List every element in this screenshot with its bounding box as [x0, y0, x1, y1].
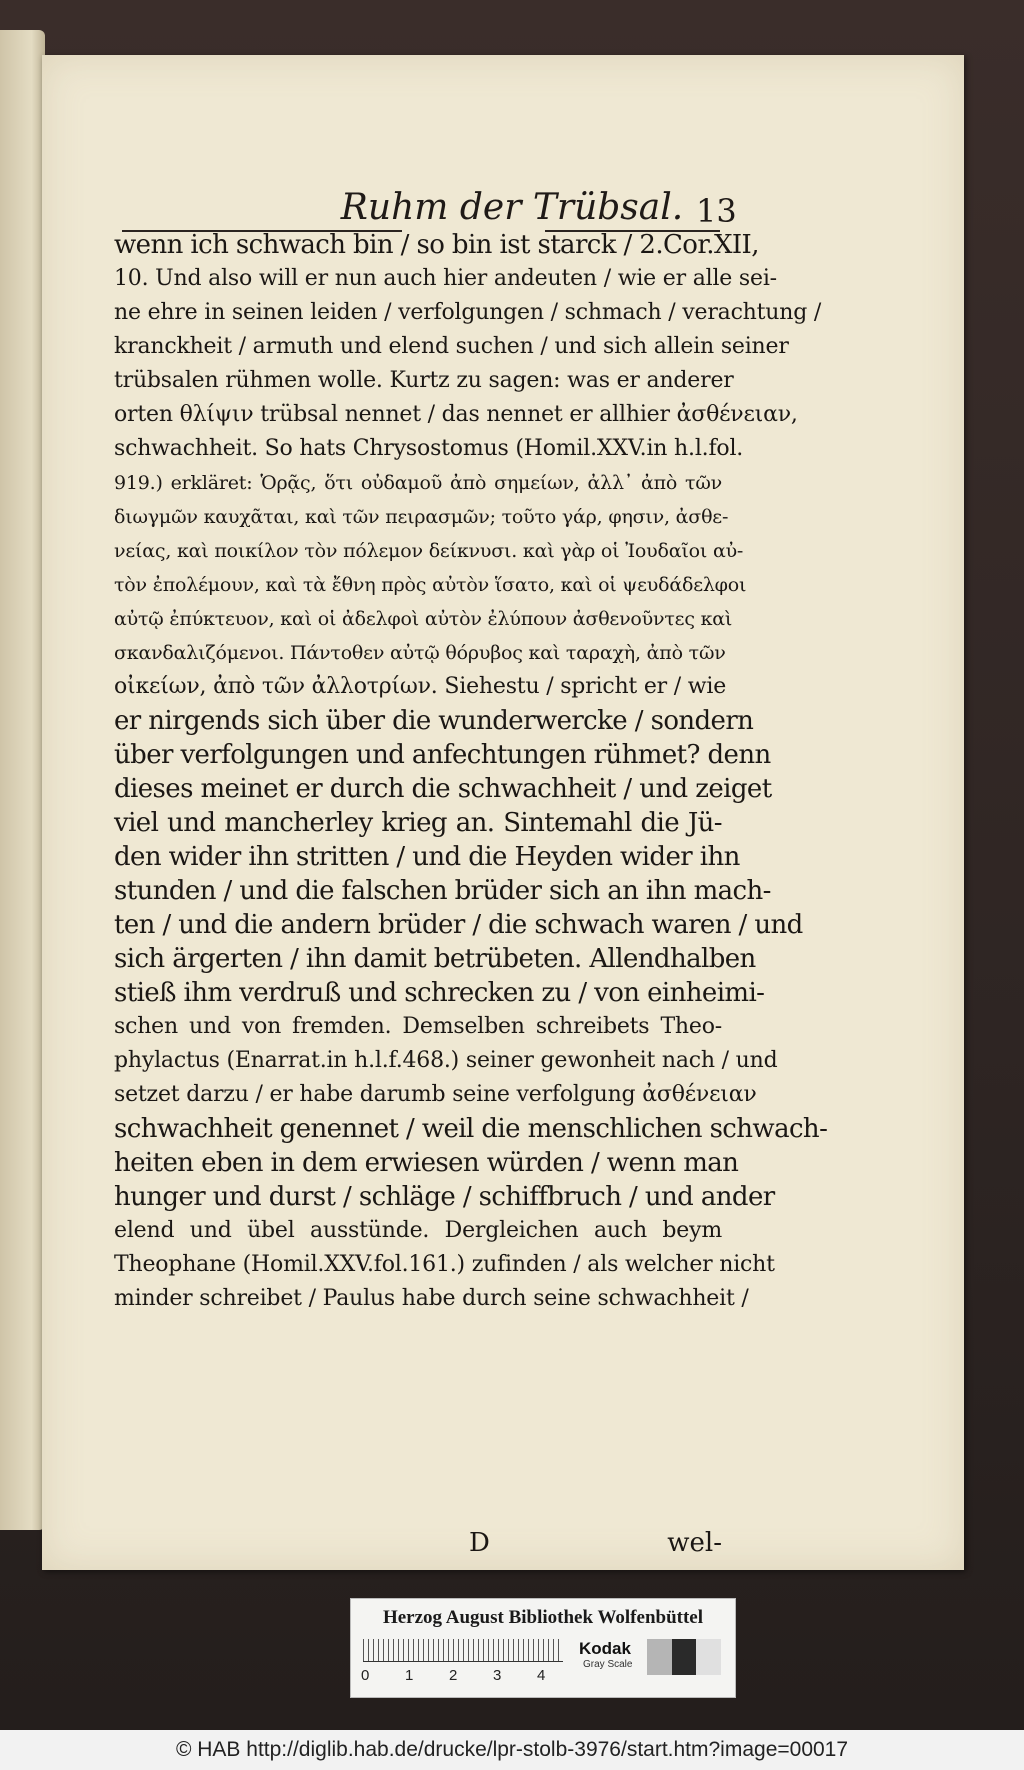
text-line: τὸν ἐπολέμουν, καὶ τὰ ἔθνη πρὸς αὐτὸν ἵσατο, καὶ οἱ ψευδάδελφοι [114, 574, 747, 596]
text-line: νείας, καὶ ποικίλον τὸν πόλεμον δείκνυσι. καὶ γὰρ οἱ Ἰουδαῖοι αὐ- [114, 540, 744, 562]
signature-line [114, 1526, 722, 1560]
text-line: phylactus (Enarrat.in h.l.f.468.) seiner gewonheit nach / und [114, 1048, 778, 1073]
left-page-edge [0, 30, 45, 1530]
text-line: 919.) erkläret: Ὁρᾷς, ὅτι οὐδαμοῦ ἀπὸ σημείων, ἀλλ᾽ ἀπὸ τῶν [114, 472, 722, 494]
text-line: 10. Und also will er nun auch hier andeuten / wie er alle sei- [114, 266, 777, 291]
text-line: ten / und die andern brüder / die schwach waren / und [114, 910, 803, 940]
text-line: sich ärgerten / ihn damit betrübeten. Allendhalben [114, 944, 756, 974]
text-line: kranckheit / armuth und elend suchen / und sich allein seiner [114, 334, 789, 359]
library-card [350, 1598, 736, 1698]
gray-patches [647, 1639, 721, 1675]
scale-number: 4 [537, 1667, 546, 1684]
text-line: schwachheit genennet / weil die menschlichen schwach- [114, 1114, 828, 1144]
gray-patch [696, 1639, 721, 1675]
signature-mark: D [469, 1528, 490, 1558]
text-line: trübsalen rühmen wolle. Kurtz zu sagen: was er anderer [114, 368, 734, 393]
text-line: den wider ihn stritten / und die Heyden wider ihn [114, 842, 740, 872]
catchword: wel- [667, 1528, 722, 1558]
text-line: heiten eben in dem erwiesen würden / wenn man [114, 1148, 739, 1178]
text-line: orten θλίψιν trübsal nennet / das nennet er allhier ἀσθένειαν, [114, 402, 798, 427]
text-line: viel und mancherley krieg an. Sintemahl die Jü- [114, 808, 722, 838]
library-name: Herzog August Bibliothek Wolfenbüttel [382, 1607, 704, 1628]
page-number: 13 [696, 192, 737, 230]
text-line: setzet darzu / er habe darumb seine verfolgung ἀσθένειαν [114, 1082, 757, 1107]
text-line: Theophane (Homil.XXV.fol.161.) zufinden / als welcher nicht [114, 1252, 775, 1277]
text-line: ne ehre in seinen leiden / verfolgungen / schmach / verachtung / [114, 300, 822, 325]
footer-url[interactable]: © HAB http://diglib.hab.de/drucke/lpr-stolb-3976/start.htm?image=00017 [175, 1738, 849, 1761]
scale-number: 0 [361, 1667, 370, 1684]
text-line: hunger und durst / schläge / schiffbruch / und ander [114, 1182, 775, 1212]
text-line: σκανδαλιζόμενοι. Πάντοθεν αὐτῷ θόρυβος καὶ ταραχὴ, ἀπὸ τῶν [114, 642, 726, 664]
text-line: οἰκείων, ἀπὸ τῶν ἀλλοτρίων. Siehestu / spricht er / wie [114, 674, 727, 699]
footer-bar [0, 1730, 1024, 1770]
text-line: stieß ihm verdruß und schrecken zu / von einheimi- [114, 978, 765, 1008]
gray-patch [672, 1639, 697, 1675]
scale-number: 3 [493, 1667, 502, 1684]
gray-patch [647, 1639, 672, 1675]
text-line: elend und übel ausstünde. Dergleichen auch beym [114, 1218, 722, 1243]
scale-ruler [363, 1639, 563, 1662]
scale-numbers [361, 1667, 581, 1687]
body-text [114, 228, 828, 1558]
text-line: minder schreibet / Paulus habe durch seine schwachheit / [114, 1286, 749, 1311]
text-line: schen und von fremden. Demselben schreibets Theo- [114, 1014, 722, 1039]
text-line: er nirgends sich über die wunderwercke / sondern [114, 706, 754, 736]
text-line: διωγμῶν καυχᾶται, καὶ τῶν πειρασμῶν; τοῦτο γάρ, φησιν, ἀσθε- [114, 506, 729, 528]
text-line: αὐτῷ ἐπύκτευον, καὶ οἱ ἀδελφοὶ αὐτὸν ἐλύπουν ἀσθενοῦντες καὶ [114, 608, 733, 630]
running-head: Ruhm der Trübsal. [340, 187, 684, 228]
text-line: über verfolgungen und anfechtungen rühmet? denn [114, 740, 771, 770]
kodak-label: Kodak [579, 1639, 631, 1658]
scale-number: 1 [405, 1667, 414, 1684]
text-line: schwachheit. So hats Chrysostomus (Homil.XXV.in h.l.fol. [114, 436, 744, 461]
scale-number: 2 [449, 1667, 458, 1684]
text-line: stunden / und die falschen brüder sich an ihn mach- [114, 876, 771, 906]
text-line: wenn ich schwach bin / so bin ist starck / 2.Cor.XII, [114, 230, 759, 260]
grayscale-label: Gray Scale [583, 1659, 633, 1670]
text-line: dieses meinet er durch die schwachheit / und zeiget [114, 774, 772, 804]
